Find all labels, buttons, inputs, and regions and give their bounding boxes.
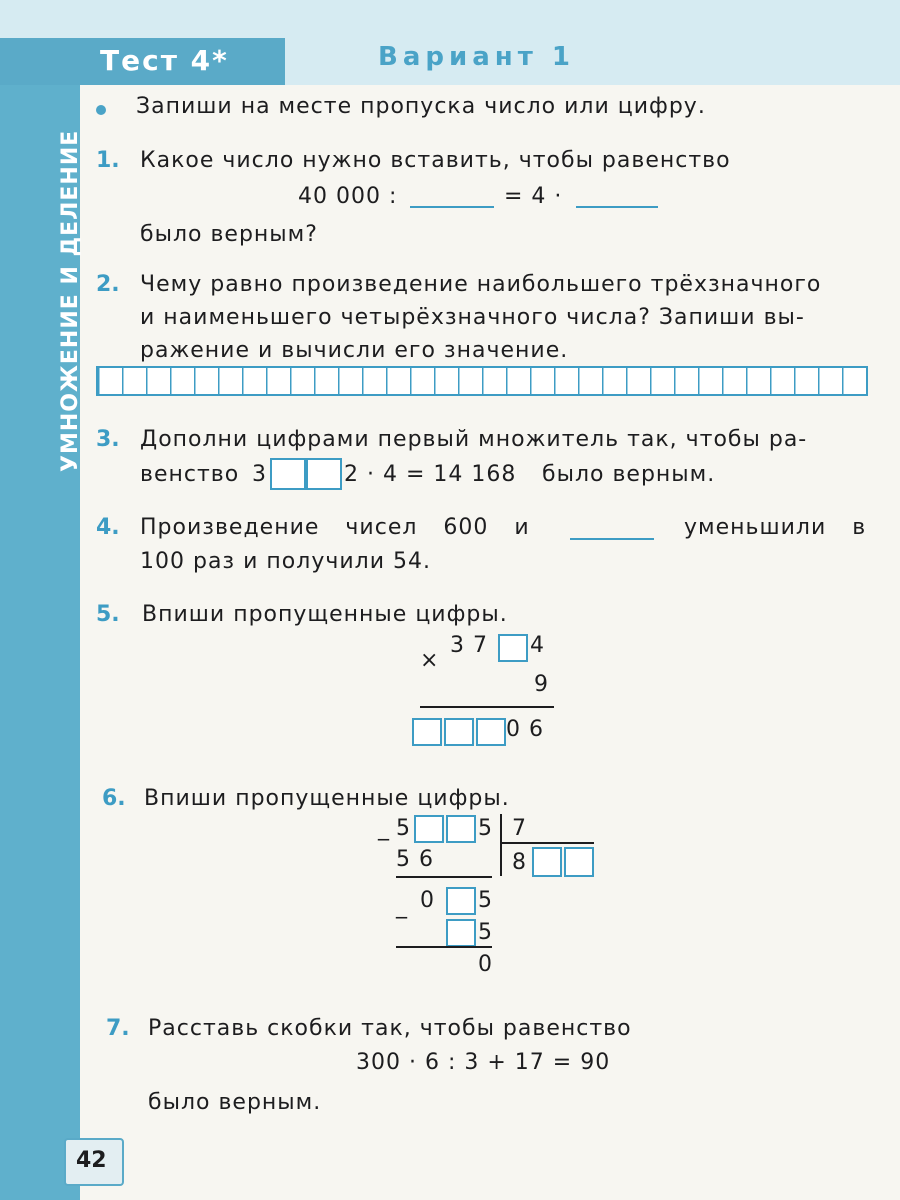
task-1-line-1: Какое число нужно вставить, чтобы равенство xyxy=(140,148,731,173)
page-number: 42 xyxy=(76,1148,107,1173)
division-bar-horizontal xyxy=(500,842,594,844)
task-4-line-1: Произведение чисел 600 и xyxy=(140,515,530,540)
division-final: 0 xyxy=(478,952,493,977)
task-6-line-1: Впиши пропущенные цифры. xyxy=(144,786,510,811)
division-remainder-last: 5 xyxy=(478,888,493,913)
task-5-line-1: Впиши пропущенные цифры. xyxy=(142,602,508,627)
task-6-quotient-box-1[interactable] xyxy=(532,847,562,877)
division-quotient-first: 8 xyxy=(512,850,527,875)
task-3-line-1: Дополни цифрами первый множитель так, чтобы ра- xyxy=(140,427,808,452)
bullet-icon xyxy=(96,105,106,115)
division-divisor: 7 xyxy=(512,816,527,841)
task-7-expression: 300 · 6 : 3 + 17 = 90 xyxy=(356,1050,611,1075)
task-3-expr-start: 3 xyxy=(252,462,267,487)
task-1-answer-blank-1[interactable] xyxy=(410,206,494,208)
division-rule-2 xyxy=(396,946,492,948)
task-3-digit-box-2[interactable] xyxy=(306,458,342,490)
instruction-text: Запиши на месте пропуска число или цифру. xyxy=(136,94,706,119)
task-6-quotient-box-2[interactable] xyxy=(564,847,594,877)
task-1-expr-left: 40 000 : xyxy=(298,184,398,209)
task-6-dividend-box-1[interactable] xyxy=(414,815,444,843)
task-6-remainder-box[interactable] xyxy=(446,887,476,915)
multiply-result-end: 0 6 xyxy=(506,717,544,742)
task-2-line-1: Чему равно произведение наибольшего трёхзначного xyxy=(140,272,822,297)
task-6-dividend-box-2[interactable] xyxy=(446,815,476,843)
division-subtract-2-last: 5 xyxy=(478,920,493,945)
multiply-top-last: 4 xyxy=(530,633,545,658)
multiply-top-digits: 3 7 xyxy=(450,633,488,658)
task-2-line-3: ражение и вычисли его значение. xyxy=(140,338,569,363)
task-4-line-1-end: уменьшили в xyxy=(684,515,867,540)
task-5-number: 5. xyxy=(96,602,120,627)
task-7-line-1: Расставь скобки так, чтобы равенство xyxy=(148,1016,632,1041)
task-1-line-2: было верным? xyxy=(140,222,318,247)
task-5-digit-box-top[interactable] xyxy=(498,634,528,662)
multiply-sign: × xyxy=(420,648,440,673)
division-rule-1 xyxy=(396,876,492,878)
task-2-line-2: и наименьшего четырёхзначного числа? Запиши вы- xyxy=(140,305,805,330)
task-7-number: 7. xyxy=(106,1016,130,1041)
task-2-answer-grid[interactable] xyxy=(96,366,868,396)
division-minus-2: _ xyxy=(396,894,408,919)
division-subtract-1: 5 6 xyxy=(396,847,434,872)
side-section-label: УМНОЖЕНИЕ И ДЕЛЕНИЕ xyxy=(58,129,83,472)
task-3-line-2: венство xyxy=(140,462,240,487)
multiply-multiplier: 9 xyxy=(534,672,549,697)
variant-title: Вариант 1 xyxy=(378,42,575,72)
task-1-expr-mid: = 4 · xyxy=(504,184,563,209)
task-1-answer-blank-2[interactable] xyxy=(576,206,658,208)
task-5-digit-box-2[interactable] xyxy=(444,718,474,746)
division-minus-1: _ xyxy=(378,816,390,841)
task-4-line-2: 100 раз и получили 54. xyxy=(140,549,431,574)
task-7-line-2: было верным. xyxy=(148,1090,322,1115)
task-3-digit-box-1[interactable] xyxy=(270,458,306,490)
division-dividend-last: 5 xyxy=(478,816,493,841)
task-3-expr-end: 2 · 4 = 14 168 xyxy=(344,462,517,487)
task-5-digit-box-3[interactable] xyxy=(476,718,506,746)
task-6-number: 6. xyxy=(102,786,126,811)
task-2-number: 2. xyxy=(96,272,120,297)
task-4-number: 4. xyxy=(96,515,120,540)
task-4-answer-blank[interactable] xyxy=(570,538,654,540)
division-remainder-first: 0 xyxy=(420,888,435,913)
task-3-number: 3. xyxy=(96,427,120,452)
division-dividend-first: 5 xyxy=(396,816,411,841)
division-bar-vertical xyxy=(500,814,502,876)
task-6-subtract-box[interactable] xyxy=(446,919,476,947)
multiply-rule xyxy=(420,706,554,708)
test-title: Тест 4* xyxy=(100,44,229,77)
task-1-number: 1. xyxy=(96,148,120,173)
task-5-digit-box-1[interactable] xyxy=(412,718,442,746)
task-3-line-3: было верным. xyxy=(542,462,716,487)
